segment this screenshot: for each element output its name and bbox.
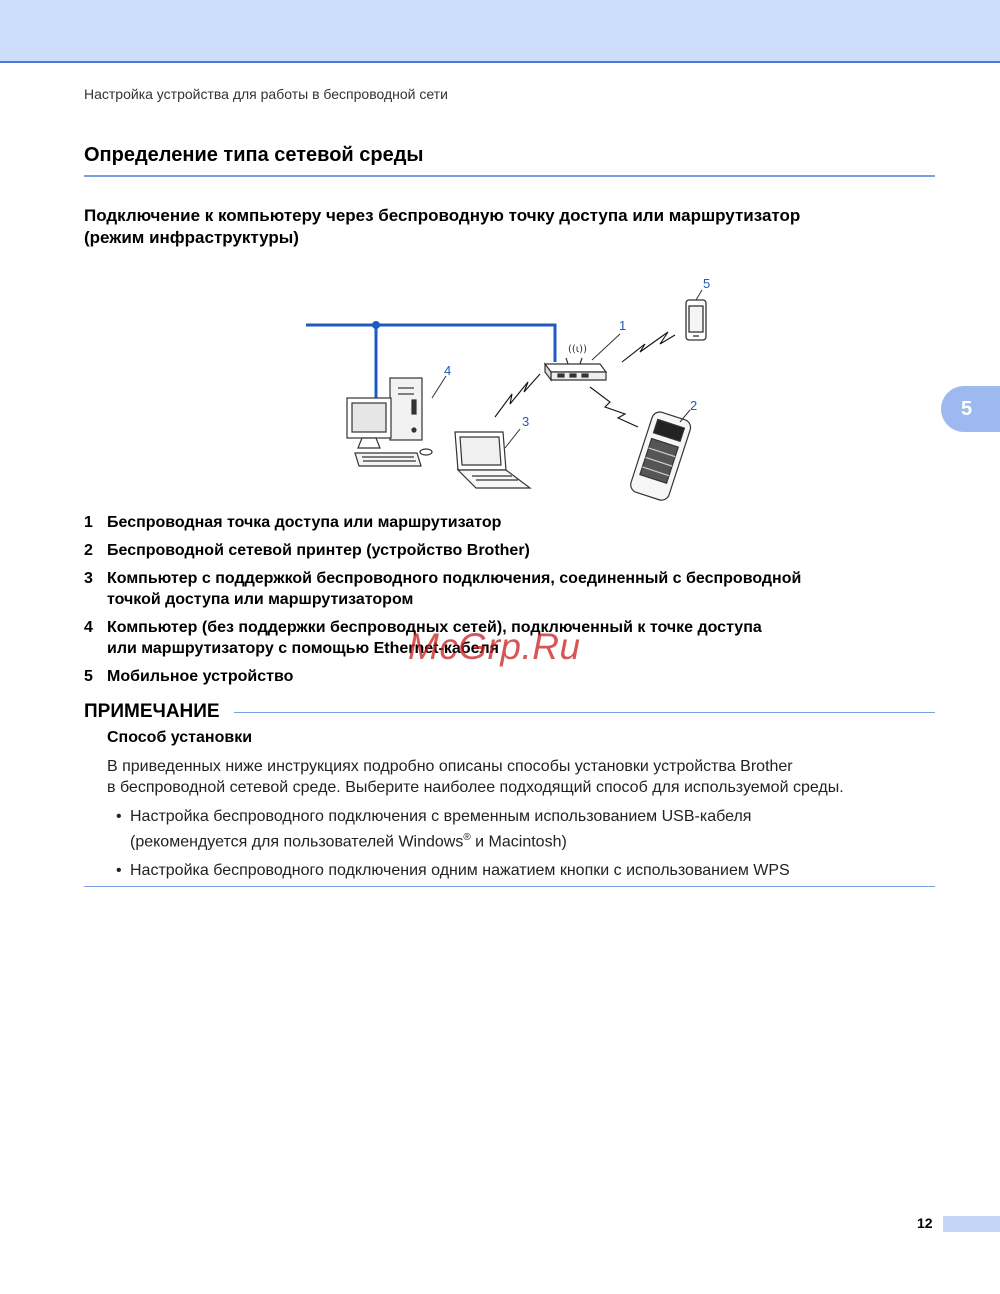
note-bullet [107,806,947,852]
legend-text: Компьютер (без поддержки беспроводных сетей), подключенный к точке доступа [107,619,762,636]
legend-text-continued: точкой доступа или маршрутизатором [107,591,414,608]
note-subtitle: Способ установки [107,729,253,746]
note-paragraph [107,756,947,798]
subsection-title [84,205,944,249]
registered-mark: ® [463,832,471,843]
laptop-icon [455,432,530,488]
note-divider [234,712,935,713]
network-diagram [300,272,730,502]
callout-3: 3 [522,414,530,429]
note-paragraph-line1: В приведенных ниже инструкциях подробно описаны способы установки устройства Brother [107,758,793,775]
callout-5: 5 [703,276,711,291]
note-bullet-line2 [130,827,751,852]
bullet-text-part: и Macintosh) [470,833,567,851]
bullet-marker: • [116,808,122,825]
note-header [84,701,935,723]
note-bottom-divider [84,886,935,887]
page-number: 12 [917,1215,933,1231]
note-bullet [107,860,947,881]
legend-text: Беспроводная точка доступа или маршрутизатор [107,514,502,531]
label-printer-icon [629,410,693,502]
top-header-band [0,0,1000,63]
legend-text: Компьютер с поддержкой беспроводного подключения, соединенный с беспроводной [107,570,802,587]
callout-2: 2 [690,398,698,413]
note-body [107,727,947,881]
bullet-text-part: (рекомендуется для пользователей Windows [130,833,464,851]
note-paragraph-line2: в беспроводной сетевой среде. Выберите наиболее подходящий способ для используемой среды. [107,779,844,796]
subsection-title-line1: Подключение к компьютеру через беспроводную точку доступа или маршрутизатор [84,206,801,225]
legend-item [84,540,944,561]
bullet-marker: • [116,862,122,880]
legend-number: 5 [84,668,93,685]
legend-text: Мобильное устройство [107,668,294,685]
cable-junction [372,321,380,329]
legend-number: 4 [84,619,93,636]
chapter-tab: 5 [941,386,1000,432]
mobile-phone-icon [686,300,706,340]
note-bullet-text: Настройка беспроводного подключения одним нажатием кнопки с использованием WPS [130,862,790,880]
legend-text: Беспроводной сетевой принтер (устройство Brother) [107,542,530,559]
legend-item [84,666,944,687]
legend-number: 3 [84,570,93,587]
callout-1: 1 [619,318,627,333]
ethernet-cable [306,325,555,400]
legend-item [84,512,944,533]
section-title: Определение типа сетевой среды [84,144,935,177]
page-number-bar [943,1216,1000,1232]
note-title: ПРИМЕЧАНИЕ [84,701,220,722]
note-bullet-line1: Настройка беспроводного подключения с временным использованием USB-кабеля [130,808,752,825]
router-wifi-label: ((ι)) [568,344,587,355]
subsection-title-line2: (режим инфраструктуры) [84,228,299,247]
legend-item [84,568,944,610]
legend-text-continued: или маршрутизатору с помощью Ethernet-кабеля [107,640,500,657]
watermark: McGrp.Ru [408,626,581,667]
callout-4: 4 [444,363,452,378]
legend-number: 1 [84,514,93,531]
running-header: Настройка устройства для работы в беспроводной сети [84,86,448,102]
desktop-computer-icon [347,378,432,466]
legend-number: 2 [84,542,93,559]
